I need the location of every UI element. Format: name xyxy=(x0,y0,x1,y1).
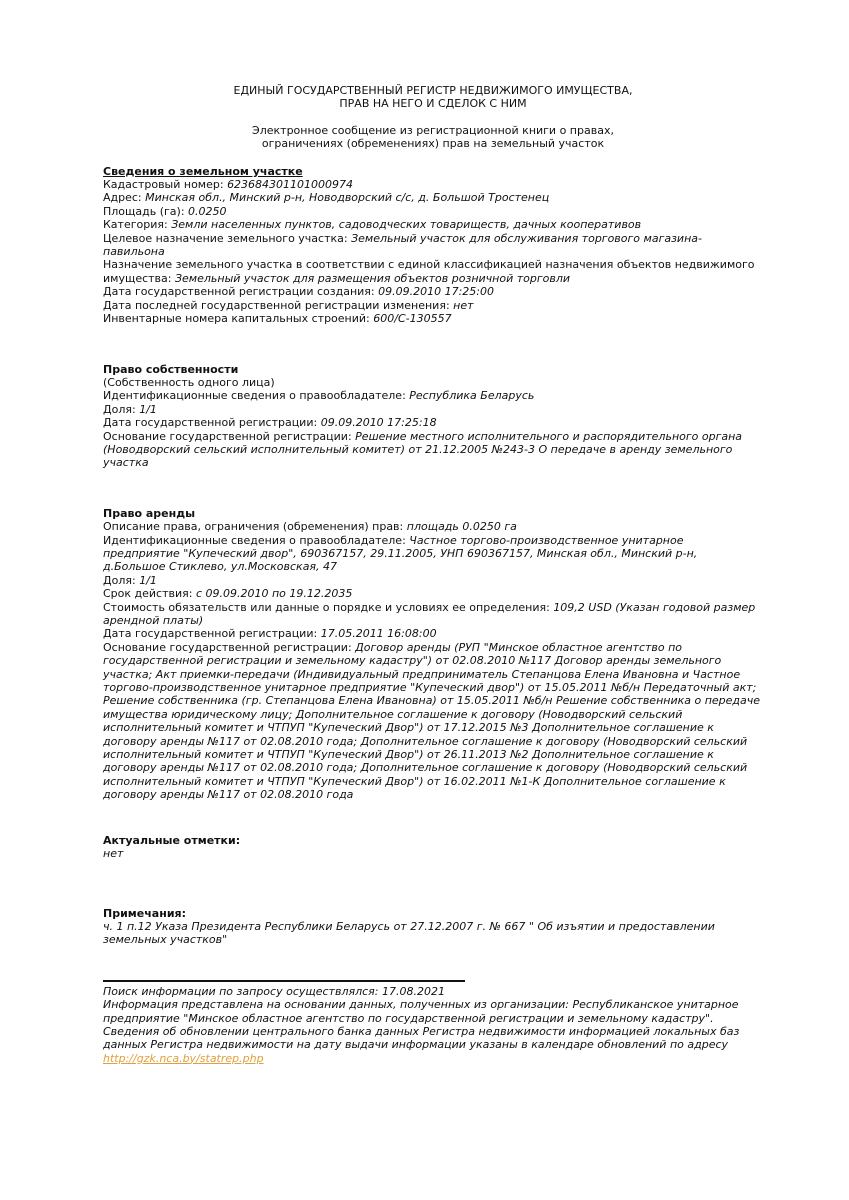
field-label: Идентификационные сведения о правообладателе: xyxy=(103,533,406,547)
field-value: площадь 0.0250 га xyxy=(406,520,517,534)
subtitle-line-2: ограничениях (обременениях) прав на земельный участок xyxy=(261,137,605,151)
title-line-2: ПРАВ НА НЕГО И СДЕЛОК С НИМ xyxy=(339,97,527,111)
field-lease-obligation-cost xyxy=(103,601,763,628)
field-value: 1/1 xyxy=(139,402,157,416)
field-label: Основание государственной регистрации: xyxy=(103,640,352,654)
field-label: Стоимость обязательств или данные о порядке и условиях ее определения: xyxy=(103,600,550,614)
actual-marks-heading: Актуальные отметки: xyxy=(103,833,241,847)
field-label: Дата последней государственной регистрации изменения: xyxy=(103,298,450,312)
notes-text: ч. 1 п.12 Указа Президента Республики Беларусь от 27.12.2007 г. № 667 " Об изъятии и предоставлении земельных участков" xyxy=(103,919,715,947)
field-lease-term xyxy=(103,587,763,600)
field-value: Минская обл., Минский р-н, Новодворский с/с, д. Большой Тростенец xyxy=(145,191,550,205)
field-value: Частное торгово-производственное унитарное предприятие "Купеческий двор", 690367157, 29.11.2005, УНП 690367157, Минская обл., Минский р-н, д.Большое Стиклево, ул.Московская, 47 xyxy=(103,533,698,574)
field-lease-share xyxy=(103,574,763,587)
field-label: Дата государственной регистрации: xyxy=(103,416,318,430)
field-label: Площадь (га): xyxy=(103,204,185,218)
field-classification-purpose xyxy=(103,258,763,285)
field-label: Адрес: xyxy=(103,191,142,205)
section-actual-marks xyxy=(103,834,763,861)
field-label: Описание права, ограничения (обременения) прав: xyxy=(103,520,404,534)
field-label: Категория: xyxy=(103,218,168,232)
field-value: 09.09.2010 17:25:00 xyxy=(378,285,495,299)
field-ownership-registration-date xyxy=(103,416,763,429)
field-category xyxy=(103,218,763,231)
title-line-1: ЕДИНЫЙ ГОСУДАРСТВЕННЫЙ РЕГИСТР НЕДВИЖИМОГО ИМУЩЕСТВА, xyxy=(233,84,633,97)
field-cadastral-number xyxy=(103,178,763,191)
section-notes xyxy=(103,907,763,947)
field-designated-purpose xyxy=(103,232,763,259)
field-value: 623684301101000974 xyxy=(227,178,354,192)
field-value: с 09.09.2010 по 19.12.2035 xyxy=(195,587,353,601)
footer-info-text: Информация представлена на основании данных, полученных из организации: Республиканское унитарное предприятие "Минское областное агентство по государственной регистрации и земельному кадастру". xyxy=(103,998,739,1025)
field-value: Земли населенных пунктов, садоводческих товариществ, дачных кооперативов xyxy=(171,218,642,232)
field-value: Земельный участок для обслуживания торгового магазина-павильона xyxy=(103,231,702,259)
subtitle-line-1: Электронное сообщение из регистрационной книги о правах, xyxy=(252,123,614,137)
notes-heading: Примечания: xyxy=(103,906,186,920)
document-subtitle xyxy=(103,124,763,151)
field-value: 17.05.2011 16:08:00 xyxy=(320,627,437,641)
field-label: Назначение земельного участка в соответствии с единой классификацией назначения объектов недвижимого имущества: xyxy=(103,258,755,285)
field-label: Основание государственной регистрации: xyxy=(103,429,352,443)
lease-heading: Право аренды xyxy=(103,506,196,520)
field-lease-description xyxy=(103,520,763,533)
ownership-heading: Право собственности xyxy=(103,362,239,376)
field-ownership-registration-basis xyxy=(103,430,763,470)
field-value: Земельный участок для размещения объектов розничной торговли xyxy=(174,271,571,285)
field-value: 0.0250 xyxy=(188,204,227,218)
field-lease-holder xyxy=(103,534,763,574)
field-label: Доля: xyxy=(103,573,136,587)
land-plot-heading: Сведения о земельном участке xyxy=(103,164,303,178)
section-ownership-right xyxy=(103,363,763,470)
field-label: Инвентарные номера капитальных строений: xyxy=(103,312,370,326)
field-value: Решение местного исполнительного и распорядительного органа (Новодворский сельский исполнительный комитет) от 21.12.2005 №243-3 О передаче в аренду земельного участка xyxy=(103,429,743,470)
field-label: Доля: xyxy=(103,402,136,416)
footer-search-label: Поиск информации по запросу осуществлялся: xyxy=(103,984,379,998)
field-ownership-share xyxy=(103,403,763,416)
field-ownership-holder xyxy=(103,389,763,402)
field-area xyxy=(103,205,763,218)
field-label: Идентификационные сведения о правообладателе: xyxy=(103,389,406,403)
field-label: Дата государственной регистрации создания: xyxy=(103,285,375,299)
field-inventory-numbers xyxy=(103,312,763,325)
field-label: Кадастровый номер: xyxy=(103,178,224,192)
footer-search-value: 17.08.2021 xyxy=(382,984,445,998)
field-address xyxy=(103,191,763,204)
document-footer xyxy=(103,980,763,1065)
footer-update-line xyxy=(103,1025,763,1065)
field-lease-registration-date xyxy=(103,627,763,640)
section-lease-right xyxy=(103,507,763,802)
field-value: 1/1 xyxy=(139,573,157,587)
field-label: Дата государственной регистрации: xyxy=(103,627,318,641)
field-label: Целевое назначение земельного участка: xyxy=(103,231,348,245)
section-land-plot xyxy=(103,165,763,326)
field-last-change-date xyxy=(103,299,763,312)
statrep-link[interactable]: http://gzk.nca.by/statrep.php xyxy=(103,1051,264,1065)
document-title xyxy=(103,84,763,111)
footer-search-line xyxy=(103,985,763,998)
field-creation-registration-date xyxy=(103,285,763,298)
field-label: Срок действия: xyxy=(103,587,193,601)
field-value: 09.09.2010 17:25:18 xyxy=(320,416,437,430)
ownership-subheading: (Собственность одного лица) xyxy=(103,375,275,389)
field-lease-registration-basis xyxy=(103,641,763,802)
actual-marks-value: нет xyxy=(103,847,124,861)
footer-update-text: Сведения об обновлении центрального банка данных Регистра недвижимости информацией локальных баз данных Регистра недвижимости на дату выдачи информации указаны в календаре обновлений по адресу xyxy=(103,1024,740,1052)
field-value: 600/С-130557 xyxy=(373,312,452,326)
field-value: нет xyxy=(453,298,474,312)
document-header xyxy=(103,84,763,151)
field-value: Республика Беларусь xyxy=(409,389,535,403)
field-value: 109,2 USD (Указан годовой размер арендной платы) xyxy=(103,600,756,627)
field-value: Договор аренды (РУП "Минское областное агентство по государственной регистрации и земельному кадастру") от 02.08.2010 №117 Договор аренды земельного участка; Акт приемки-передачи (Индивидуальный предприниматель Степанцова Елена Ивановна и Частное торгово-производственное унитарное предприятие "Купеческий двор") от 15.05.2011 №б/н Передаточный акт; Решение собственника (гр. Степанцова Елена Ивановна) от 15.05.2011 №б/н Решение собственника о передаче имущества юридическому лицу; Дополнительное соглашение к договору (Новодворский сельский исполнительный комитет и ЧТПУП "Купеческий Двор") от 17.12.2015 №3 Дополнительное соглашение к договору аренды №117 от 02.08.2010 года; Дополнительное соглашение к договору (Новодворский сельский исполнительный комитет и ЧТПУП "Купеческий Двор") от 26.11.2013 №2 Дополнительное соглашение к договору аренды №117 от 02.08.2010 года; Дополнительное соглашение к договору (Новодворский сельский исполнительный комитет и ЧТПУП "Купеческий Двор") от 16.02.2011 №1-К Дополнительное соглашение к договору аренды №117 от 02.08.2010 года xyxy=(103,640,761,802)
separator-line xyxy=(103,980,465,982)
